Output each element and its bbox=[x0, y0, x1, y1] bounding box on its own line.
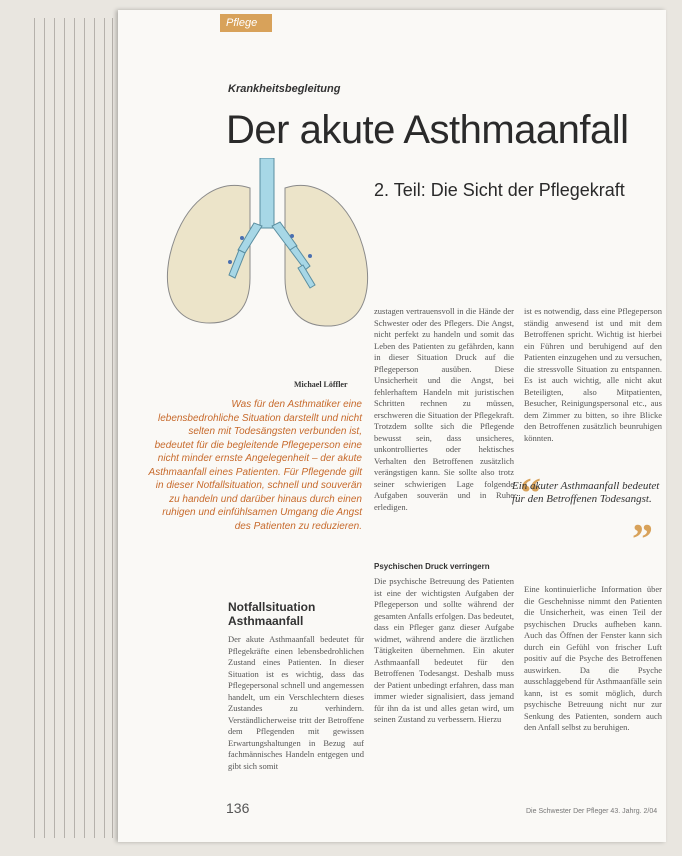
lung-illustration bbox=[150, 158, 380, 378]
page-edge bbox=[74, 18, 75, 838]
article-subtitle: 2. Teil: Die Sicht der Pflegekraft bbox=[374, 180, 625, 200]
page-number: 136 bbox=[226, 800, 250, 816]
open-quote-mark: “ bbox=[520, 471, 541, 517]
section-tab: Pflege bbox=[220, 14, 272, 32]
section-heading-line: Notfallsituation bbox=[228, 600, 316, 614]
section-heading bbox=[228, 600, 315, 628]
page-edge bbox=[94, 18, 95, 838]
close-quote-mark: ” bbox=[632, 517, 653, 563]
page-edge bbox=[112, 18, 113, 838]
column-3-text-bottom: Eine kontinuierliche Information über die Geschehnisse nimmt den Patienten die Unsicherheit, was einen Teil der psychischen Drucks aufheben kann. Auch das Öffnen der Fenster kann sich durch ein Gefühl von frischer Luft positiv auf die Psyche des Betroffenen auswirken. Da die Psyche ausschlaggebend für Asthmaanfälle sein kann, ist es somit möglich, durch psychische Betreuung nicht nur zur Senkung des Patienten, sondern auch den Anfall selbst zu beruhigen. bbox=[524, 584, 662, 732]
column-2-text: zustagen vertrauensvoll in die Hände der Schwester oder des Pflegers. Die Angst, nicht perfekt zu handeln und somit das Leben des Patienten zu gefährden, kann in dieser Situation Druck auf die Pflegeperson ausüben. Diese Unsicherheit und die Angst, bei fehlerhaftem Handeln mit juristischen Schritten rechnen zu müssen, erschweren die Situation der Pflegekraft. Trotzdem sollte sich die Pflegende bewusst sein, dass unsicheres, unkontrolliertes oder hektisches Verhalten den Betroffenen zusätzlich verängstigen kann. Sie sollte also trotz seiner schwierigen Lage folgende Aufgaben souverän und in Ruhe erledigen. bbox=[374, 306, 514, 512]
column-3-text: ist es notwendig, dass eine Pflegeperson ständig anwesend ist und mit dem Betroffenen spricht. Wichtig ist hierbei ein Führen und beruhigend auf den Patienten einzugehen und zu versuchen, die stressvolle Situation zu entspannen. Es ist auch wichtig, alle nicht akut Beteiligten, also Mitpatienten, Besucher, Reinigungspersonal etc., aus dem Zimmer zu bitten, so ihre Blicke den Betroffenen zusätzlich beunruhigen könnten. bbox=[524, 306, 662, 443]
author-name: Michael Löffler bbox=[294, 380, 348, 389]
page-footer: Die Schwester Der Pfleger 43. Jahrg. 2/04 bbox=[526, 808, 658, 815]
page-edge bbox=[34, 18, 35, 838]
subheading: Psychischen Druck verringern bbox=[374, 562, 490, 571]
page-edge bbox=[44, 18, 45, 838]
pull-quote: Ein akuter Asthmaanfall bedeutet für den Betroffenen Todesangst. bbox=[512, 480, 660, 505]
article-title: Der akute Asthmaanfall bbox=[226, 108, 629, 152]
article-kicker: Krankheitsbegleitung bbox=[228, 83, 341, 95]
page-edge bbox=[104, 18, 105, 838]
section-heading-line: Asthmaanfall bbox=[228, 614, 304, 628]
page-edge bbox=[54, 18, 55, 838]
page-edge bbox=[84, 18, 85, 838]
column-2-text-bottom: Die psychische Betreuung des Patienten ist eine der wichtigsten Aufgaben der Pflegeperson und sollte während der gesamten Anfalls erfolgen. Das bedeutet, dass ein Pfleger ganz dieser Aufgabe widmet, während andere die ärztlichen Tätigkeiten übernehmen. Ein akuter Asthmaanfall bedeutet für den Betroffenen Todesangst. Deshalb muss der Patient unbedingt erfahren, dass man immer wieder signalisiert, dass jemand für ihn da ist und alles getan wird, um seinen Zustand zu verbessern. Hierzu bbox=[374, 576, 514, 724]
column-1-text: Der akute Asthmaanfall bedeutet für Pflegekräfte einen lebensbedrohlichen Zustand eines Patienten. In dieser Situation ist es wichtig, dass das Pflegepersonal schnell und angemessen handelt, um ein Verschlechtern dieses Zustandes zu verhindern. Verständlicherweise tritt der Betroffene dem Pflegenden mit gewissen Erwartungshaltungen in Bezug auf fachmännisches Handeln entgegen und gibt sich somit bbox=[228, 634, 364, 771]
trachea bbox=[260, 158, 274, 228]
page-edge bbox=[64, 18, 65, 838]
lead-paragraph: Was für den Asthmatiker eine lebensbedrohliche Situation darstellt und nicht selten mit Todesängsten verbunden ist, bedeutet für die begleitende Pflegeperson eine nicht minder ernste Angelegenheit – der akute Asthmaanfall eines Patienten. Für Pflegende gilt in dieser Notfallsituation, schnell und souverän zu handeln und darüber hinaus durch einen ruhigen und einfühlsamen Umgang die Angst des Patienten zu reduzieren. bbox=[148, 399, 362, 532]
